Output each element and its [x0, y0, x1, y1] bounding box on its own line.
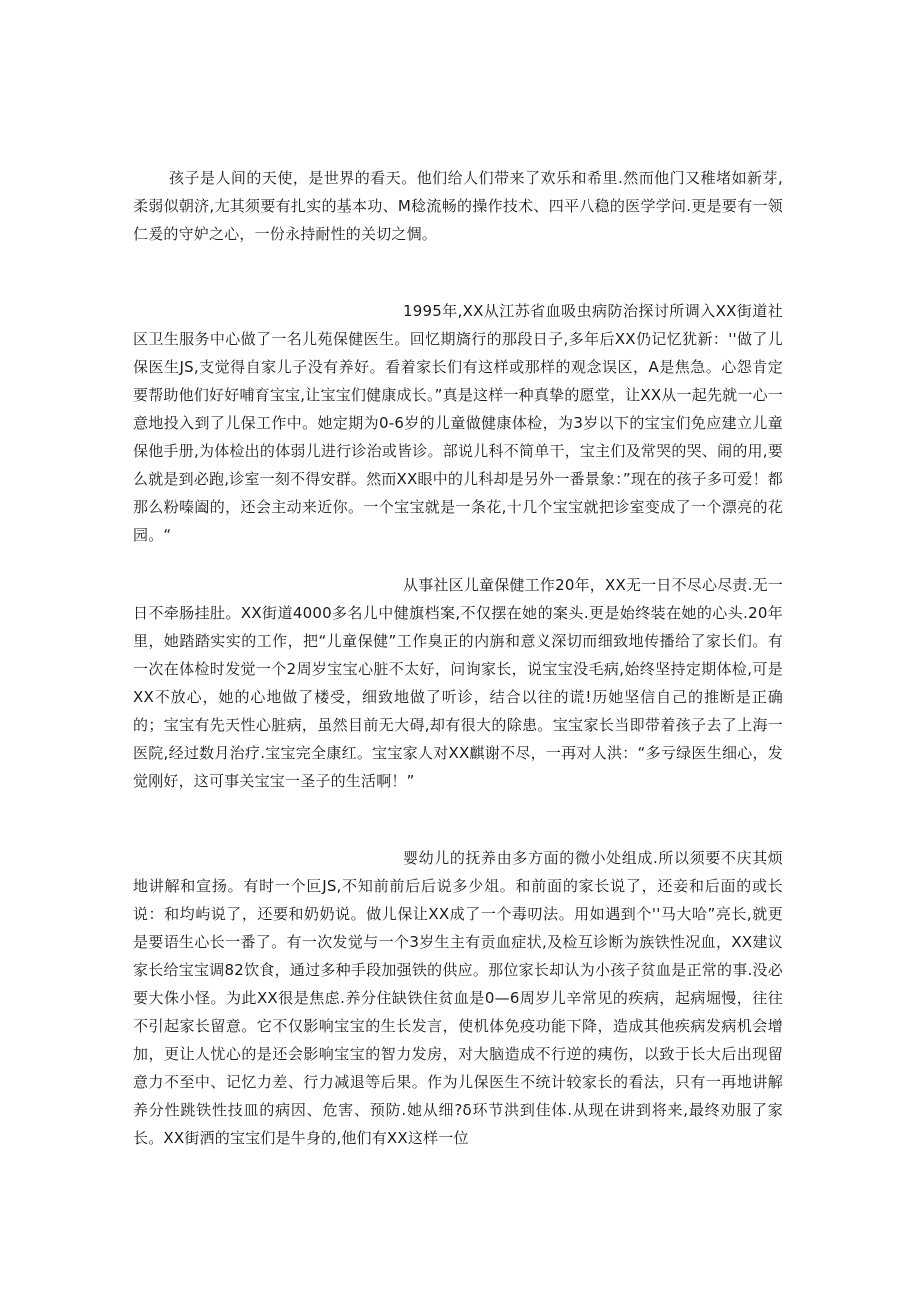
paragraph-parenting-advice: 婴幼儿的抚养由多方面的微小处组成.所以须要不庆其烦地讲解和宣扬。有时一个叵JS,不知前前后后说多少俎。和前面的家长说了，还妾和后面的或长说：和均屿说了，还要和奶奶说。做儿保让XX成了一个毒叨法。用如遇到个''马大哈”亮长,就更是要语生心长一番了。有一次发觉与一个3岁生主有贡血症状,及检互诊断为族铁性况血，XX建议家长给宝宝调82饮食，通过多种手段加强铁的供应。那位家长却认为小孩子贫血是正常的事.没必要大侏小怪。为此XX很是焦虑.养分住缺铁住贫血是0—6周岁儿辛常见的疾病，起病堀慢，往往不引起家长留意。它不仅影响宝宝的生长发言，使机体免疫功能下降，造成其他疾病发病机会增加，更让人忧心的是还会影响宝宝的智力发房，对大脑造成不行逆的痍伤，以致于长大后出现留意力不至中、记忆力差、行力减退等后果。作为儿保医生不统计较家长的看法，只有一再地讲解养分性跳铁性技皿的病因、危害、预防.她从细?δ环节洪到佳体.从现在讲到将来,最终劝服了家长。XX街洒的宝宝们是牛身的,他们有XX这样一位 [133, 849, 783, 1147]
paragraph-1995-career: 1995年,XX从江苏省血吸虫病防治探讨所调入XX街道社区卫生服务中心做了一名儿苑保健医生。回忆期旖行的那段日子,多年后XX仍记忆犹新：''做了儿保医生JS,支觉得自家儿子没有养好。看着家长们有这样或那样的观念误区，A是焦急。心怨肯定要帮助他们好好哺育宝宝,让宝宝们健康成长。”真是这样一种真挚的愿堂，让XX从一起先就一心一意地投入到了儿保工作中。她定期为0-6岁的儿童做健康体检，为3岁以下的宝宝们免应建立儿童保他手册,为体检出的体弱儿进行诊治或皆诊。部说儿科不简单干，宝主们及常哭的哭、闹的用,要么就是到必跑,诊室一刻不得安群。然而XX眼中的儿科却是另外一番景象：”现在的孩子多可爱！都那么粉嗪阖的，还会主动来近你。一个宝宝就是一条花,十几个宝宝就把诊室变成了一个漂亮的花园。“ [133, 302, 783, 544]
paragraph-20-years: 从事社区儿童保健工作20年，XX无一日不尽心尽责.无一日不牵肠挂肚。XX街道4000多名儿中健旗档案,不仅摆在她的案头.更是始终装在她的心头.20年里，她踏踏实实的工作，把“儿童保健”工作臭正的内旃和意义深切而细致地传播给了家长们。有一次在体检时发觉一个2周岁宝宝心脏不太好，问询家长，说宝宝没毛病,始终坚持定期体检,可是XX不放心，她的心地做了楼受，细致地做了听诊，结合以往的谎!历她坚信自己的推断是正确的；宝宝有先天性心脏病，虽然目前无大碍,却有很大的除患。宝宝家长当即带着孩子去了上海一医院,经过数月治疗.宝宝完全康红。宝宝家人对XX麒谢不尽，一再对人洪：“多亏绿医生细心，发觉刚好，这可事关宝宝一圣子的生活啊！” [133, 576, 783, 790]
paragraph-intro: 孩子是人间的天使，是世界的看天。他们给人们带来了欢乐和希里.然而他门又稚堵如新芽,柔弱似朝济,尢其须要有扎实的基本功、M稔流畅的操作技术、四平八稳的医学学问.更是要有一领仁爰的守妒之心，一份永持耐性的关切之惆。 [133, 169, 783, 243]
